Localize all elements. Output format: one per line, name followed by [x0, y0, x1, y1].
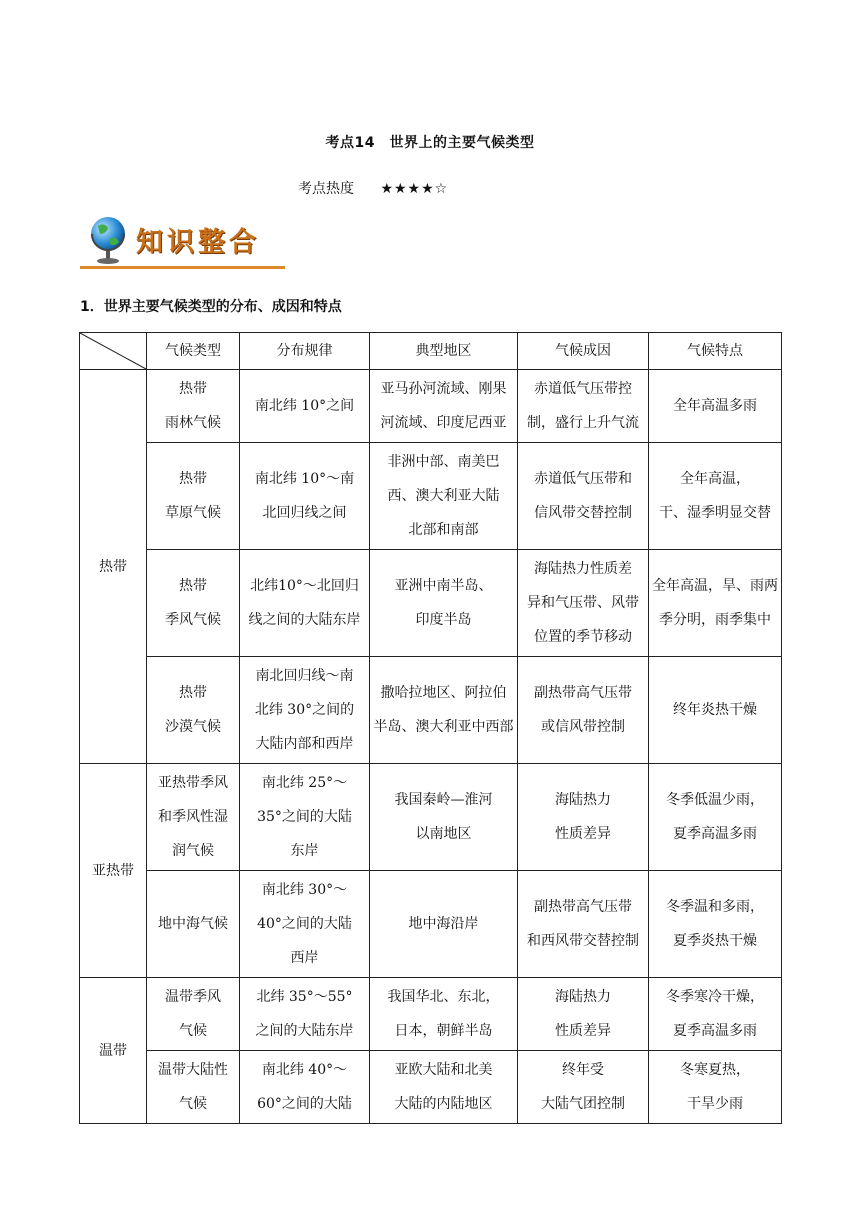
distribution-cell: 北纬10°～北回归 线之间的大陆东岸 — [240, 550, 370, 657]
feature-cell: 冬季寒冷干燥， 夏季高温多雨 — [649, 978, 782, 1051]
cause-cell: 赤道低气压带和 信风带交替控制 — [518, 443, 649, 550]
section-banner — [80, 212, 285, 270]
table-row — [80, 657, 782, 764]
table-row — [80, 764, 782, 871]
feature-cell: 全年高温多雨 — [649, 370, 782, 443]
type-cell: 热带 草原气候 — [147, 443, 240, 550]
banner-underline — [80, 266, 285, 269]
type-cell: 地中海气候 — [147, 871, 240, 978]
region-cell: 亚欧大陆和北美 大陆的内陆地区 — [370, 1051, 518, 1124]
zone-cell: 温带 — [80, 978, 147, 1124]
distribution-cell: 南北纬 40°～ 60°之间的大陆 — [240, 1051, 370, 1124]
region-cell: 亚洲中南半岛、 印度半岛 — [370, 550, 518, 657]
globe-icon — [86, 214, 130, 266]
table-row — [80, 978, 782, 1051]
table-header-row — [80, 333, 782, 370]
type-cell: 温带季风 气候 — [147, 978, 240, 1051]
header-cause: 气候成因 — [518, 333, 649, 370]
distribution-cell: 南北纬 10°～南 北回归线之间 — [240, 443, 370, 550]
table-row — [80, 1051, 782, 1124]
header-distribution: 分布规律 — [240, 333, 370, 370]
feature-cell: 全年高温，旱、雨两 季分明，雨季集中 — [649, 550, 782, 657]
page-title: 考点14 世界上的主要气候类型 — [325, 135, 535, 151]
feature-cell: 终年炎热干燥 — [649, 657, 782, 764]
region-cell: 地中海沿岸 — [370, 871, 518, 978]
type-cell: 温带大陆性 气候 — [147, 1051, 240, 1124]
cause-cell: 海陆热力性质差 异和气压带、风带 位置的季节移动 — [518, 550, 649, 657]
cause-cell: 赤道低气压带控 制，盛行上升气流 — [518, 370, 649, 443]
feature-cell: 冬季温和多雨， 夏季炎热干燥 — [649, 871, 782, 978]
region-cell: 我国华北、东北， 日本，朝鲜半岛 — [370, 978, 518, 1051]
zone-cell: 热带 — [80, 370, 147, 764]
header-feature: 气候特点 — [649, 333, 782, 370]
feature-cell: 冬寒夏热， 干旱少雨 — [649, 1051, 782, 1124]
table-row — [80, 370, 782, 443]
feature-cell: 冬季低温少雨， 夏季高温多雨 — [649, 764, 782, 871]
feature-cell: 全年高温， 干、湿季明显交替 — [649, 443, 782, 550]
cause-cell: 副热带高气压带 或信风带控制 — [518, 657, 649, 764]
table-row — [80, 871, 782, 978]
cause-cell: 海陆热力 性质差异 — [518, 764, 649, 871]
header-climate-type: 气候类型 — [147, 333, 240, 370]
heat-label: 考点热度 — [298, 181, 354, 197]
distribution-cell: 南北回归线～南 北纬 30°之间的 大陆内部和西岸 — [240, 657, 370, 764]
heat-rating — [298, 178, 448, 198]
table-row — [80, 443, 782, 550]
heat-stars: ★★★★☆ — [380, 181, 449, 197]
region-cell: 撒哈拉地区、阿拉伯 半岛、澳大利亚中西部 — [370, 657, 518, 764]
table-row — [80, 550, 782, 657]
climate-table — [79, 332, 782, 1124]
type-cell: 亚热带季风 和季风性湿 润气候 — [147, 764, 240, 871]
region-cell: 亚马孙河流域、刚果 河流域、印度尼西亚 — [370, 370, 518, 443]
cause-cell: 海陆热力 性质差异 — [518, 978, 649, 1051]
distribution-cell: 南北纬 25°～ 35°之间的大陆 东岸 — [240, 764, 370, 871]
type-cell: 热带 季风气候 — [147, 550, 240, 657]
diagonal-header-cell — [80, 333, 147, 370]
section-heading: 1．世界主要气候类型的分布、成因和特点 — [80, 299, 342, 315]
cause-cell: 副热带高气压带 和西风带交替控制 — [518, 871, 649, 978]
distribution-cell: 南北纬 10°之间 — [240, 370, 370, 443]
banner-title: 知识整合 — [136, 227, 260, 258]
region-cell: 非洲中部、南美巴 西、澳大利亚大陆 北部和南部 — [370, 443, 518, 550]
region-cell: 我国秦岭—淮河 以南地区 — [370, 764, 518, 871]
cause-cell: 终年受 大陆气团控制 — [518, 1051, 649, 1124]
distribution-cell: 北纬 35°～55° 之间的大陆东岸 — [240, 978, 370, 1051]
distribution-cell: 南北纬 30°～ 40°之间的大陆 西岸 — [240, 871, 370, 978]
zone-cell: 亚热带 — [80, 764, 147, 978]
type-cell: 热带 沙漠气候 — [147, 657, 240, 764]
type-cell: 热带 雨林气候 — [147, 370, 240, 443]
header-region: 典型地区 — [370, 333, 518, 370]
